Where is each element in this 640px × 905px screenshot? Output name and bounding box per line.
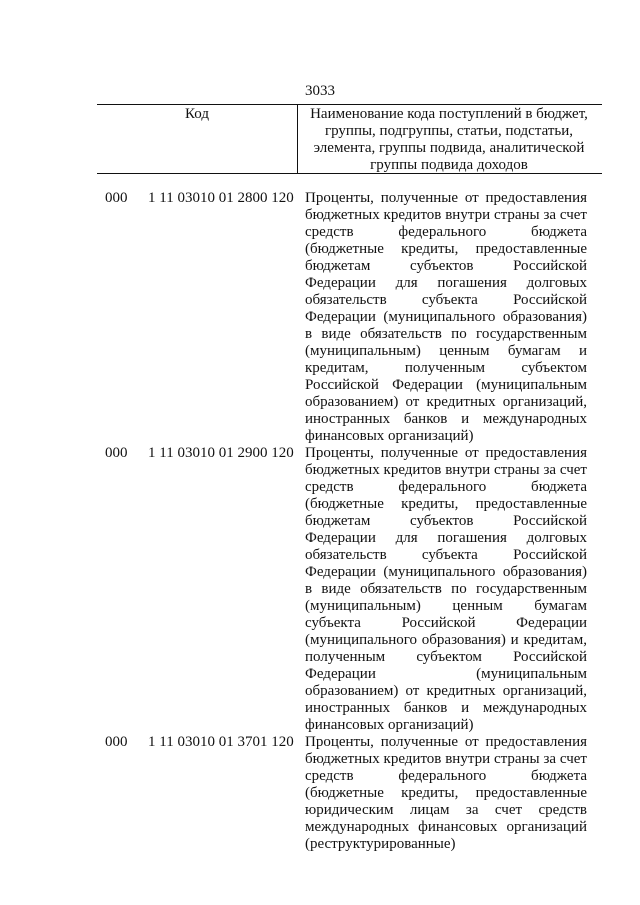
income-code: 1 11 03010 01 2800 120 [148,190,294,206]
table-row [105,734,610,853]
income-code: 1 11 03010 01 2900 120 [148,445,294,461]
income-description: Проценты, полученные от предоставления бюджетных кредитов внутри страны за счет средств федерального бюджета (бюджетные кредиты, предоставленные юридическим лицам за счет средств международных финансовых организаций (реструктурированные) [305,734,587,852]
admin-code: 000 [105,445,128,461]
header-name-label: Наименование кода поступлений в бюджет, группы, подгруппы, статьи, подстатьи, элемента, группы подвида, аналитической группы подвида доходов [310,106,588,173]
table-header [97,104,602,174]
income-code: 1 11 03010 01 3701 120 [148,734,294,750]
table-body [105,190,610,853]
income-description: Проценты, полученные от предоставления бюджетных кредитов внутри страны за счет средств федерального бюджета (бюджетные кредиты, предоставленные бюджетам субъектов Российской Федерации для погашения долговых обязательств субъекта Российской Федерации (муниципального образования) в виде обязательств по государственным (муниципальным) ценным бумагам субъекта Российской Федерации (муниципального образования) и кредитам, полученным субъектом Российской Федерации (муниципальным образованием) от кредитных организаций, иностранных банков и международных финансовых организаций) [305,445,587,733]
admin-code: 000 [105,190,128,206]
header-code-label: Код [185,106,209,122]
page-number: 3033 [305,83,335,99]
table-row [105,445,610,734]
admin-code: 000 [105,734,128,750]
header-divider [297,105,298,173]
table-row [105,190,610,445]
income-description: Проценты, полученные от предоставления бюджетных кредитов внутри страны за счет средств федерального бюджета (бюджетные кредиты, предоставленные бюджетам субъектов Российской Федерации для погашения долговых обязательств субъекта Российской Федерации (муниципального образования) в виде обязательств по государственным (муниципальным) ценным бумагам и кредитам, полученным субъектом Российской Федерации (муниципальным образованием) от кредитных организаций, иностранных банков и международных финансовых организаций) [305,190,587,444]
